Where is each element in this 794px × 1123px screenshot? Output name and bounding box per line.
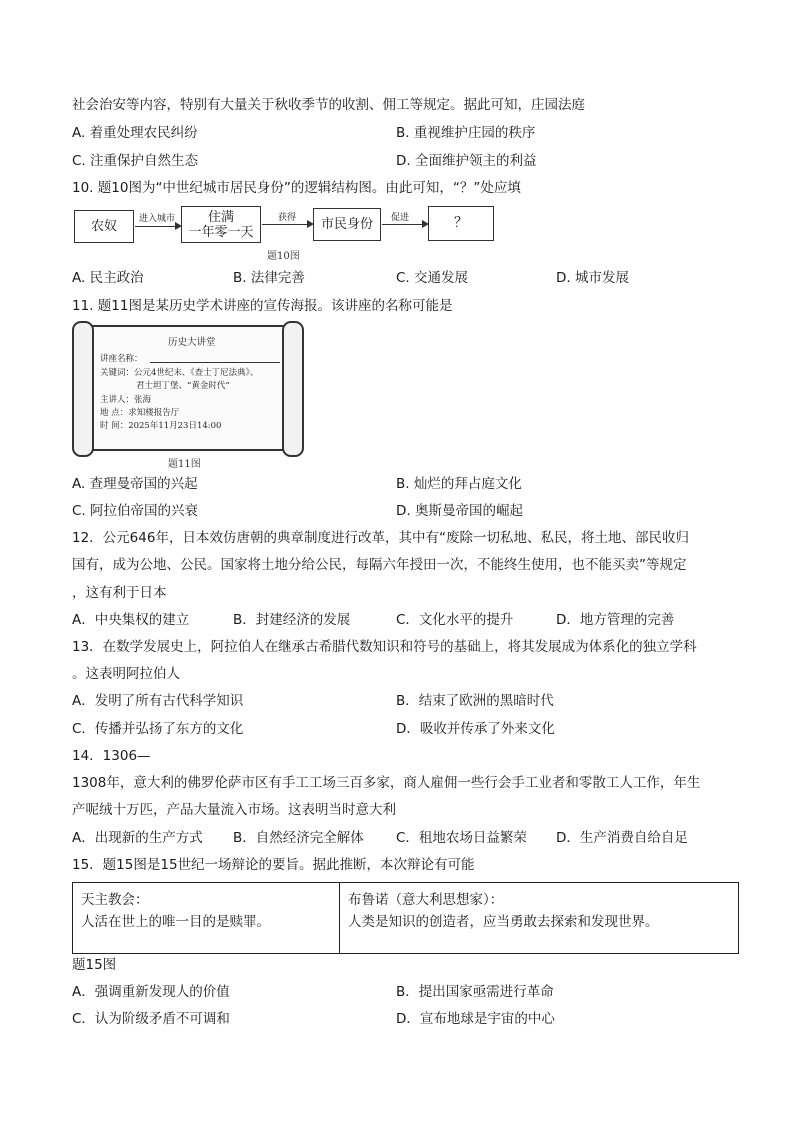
diagram-box-residence-line2: 一年零一天	[188, 224, 254, 240]
poster-name-label: 讲座名称：	[100, 354, 143, 364]
poster-speaker: 主讲人：张海	[100, 395, 152, 405]
q14-option-d: D．生产消费自给自足	[556, 830, 688, 846]
q15-option-b: B．提出国家亟需进行革命	[396, 984, 554, 1000]
q12-option-d: D．地方管理的完善	[556, 612, 675, 628]
q12-option-c: C．文化水平的提升	[396, 612, 514, 628]
debate-right-cell	[340, 883, 739, 954]
q14-stem-line-3: 产呢绒十万匹，产品大量流入市场。这表明当时意大利	[72, 802, 396, 818]
q12-stem-line-1: 12．公元646年，日本效仿唐朝的典章制度进行改革，其中有“废除一切私地、私民，将土地、部民收归	[72, 530, 689, 546]
diagram-box-residence	[181, 206, 261, 243]
q9-option-a: A. 着重处理农民纠纷	[72, 125, 198, 141]
q11-stem: 11. 题11图是某历史学术讲座的宣传海报。该讲座的名称可能是	[72, 298, 453, 314]
poster-title: 历史大讲堂	[168, 337, 216, 348]
q10-option-b: B. 法律完善	[233, 270, 305, 286]
q13-option-a: A．发明了所有古代科学知识	[72, 693, 244, 709]
diagram-arrow-label-3: 促进	[391, 213, 410, 223]
q9-option-c: C. 注重保护自然生态	[72, 153, 199, 169]
q12-option-b: B．封建经济的发展	[233, 612, 351, 628]
q15-option-d: D．宣布地球是宇宙的中心	[396, 1011, 555, 1027]
poster-location: 地 点：求知楼报告厅	[100, 408, 180, 418]
q11-option-c: C. 阿拉伯帝国的兴衰	[72, 503, 199, 519]
q12-option-a: A．中央集权的建立	[72, 612, 190, 628]
q10-stem: 10. 题10图为“中世纪城市居民身份”的逻辑结构图。由此可知，“？”处应填	[72, 180, 521, 196]
q9-option-d: D. 全面维护领主的利益	[396, 153, 537, 169]
diagram-box-citizen: 市民身份	[313, 208, 381, 241]
q9-option-b: B. 重视维护庄园的秩序	[396, 125, 536, 141]
q11-caption: 题11图	[168, 459, 201, 470]
q12-stem-line-3: ，这有利于日本	[72, 585, 167, 601]
diagram-arrow-label-2: 获得	[278, 213, 297, 223]
diagram-arrow-label-1: 进入城市	[139, 214, 176, 224]
poster-keywords-2: 君士坦丁堡、“黄金时代”	[136, 381, 230, 391]
q10-option-c: C. 交通发展	[396, 270, 469, 286]
q15-stem: 15．题15图是15世纪一场辩论的要旨。据此推断，本次辩论有可能	[72, 857, 475, 873]
q11-option-d: D. 奥斯曼帝国的崛起	[396, 503, 523, 519]
poster-keywords-1: 关键词：公元4世纪末、《查士丁尼法典》、	[100, 368, 259, 378]
q12-stem-line-2: 国有，成为公地、公民。国家将土地分给公民，每隔六年授田一次，不能终生使用，也不能买卖”等规定	[72, 557, 687, 573]
q13-option-d: D．吸收并传承了外来文化	[396, 721, 555, 737]
q14-stem-line-2: 1308年，意大利的佛罗伦萨市区有手工工场三百多家，商人雇佣一些行会手工业者和零散工人工作，年生	[72, 775, 701, 791]
q14-option-a: A．出现新的生产方式	[72, 830, 203, 846]
diagram-box-residence-line1: 住满	[207, 209, 234, 225]
q13-stem-line-2: 。这表明阿拉伯人	[72, 666, 180, 682]
poster-time: 时 间：2025年11月23日14:00	[100, 421, 222, 431]
diagram-box-unknown: ？	[428, 206, 494, 241]
q14-option-c: C．租地农场日益繁荣	[396, 830, 527, 846]
q15-option-c: C．认为阶级矛盾不可调和	[72, 1011, 230, 1027]
debate-right-body: 人类是知识的创造者，应当勇敢去探索和发现世界。	[348, 914, 659, 930]
diagram-arrow-1	[135, 226, 180, 227]
q15-option-a: A．强调重新发现人的价值	[72, 984, 230, 1000]
debate-right-head: 布鲁诺（意大利思想家）：	[348, 892, 504, 908]
q15-debate-table	[72, 882, 739, 954]
q14-option-b: B．自然经济完全解体	[233, 830, 364, 846]
diagram-box-serf: 农奴	[74, 210, 134, 243]
q11-option-b: B. 灿烂的拜占庭文化	[396, 476, 522, 492]
q10-option-a: A. 民主政治	[72, 270, 144, 286]
debate-left-head: 天主教会：	[81, 892, 149, 908]
poster-name-blank	[150, 362, 280, 363]
q14-stem-line-1: 14．1306—	[72, 748, 151, 764]
debate-left-cell	[73, 883, 340, 954]
q10-caption: 题10图	[267, 251, 300, 262]
diagram-arrow-3	[382, 224, 427, 225]
q11-option-a: A. 查理曼帝国的兴起	[72, 476, 198, 492]
q15-caption: 题15图	[72, 957, 117, 973]
q13-option-c: C．传播并弘扬了东方的文化	[72, 721, 244, 737]
q13-option-b: B．结束了欧洲的黑暗时代	[396, 693, 554, 709]
diagram-arrow-2	[262, 224, 312, 225]
debate-left-body: 人活在世上的唯一目的是赎罪。	[81, 914, 270, 930]
q13-stem-line-1: 13．在数学发展史上，阿拉伯人在继承古希腊代数知识和符号的基础上，将其发展成为体系化的独立学科	[72, 639, 697, 655]
q10-option-d: D. 城市发展	[556, 270, 629, 286]
q9-stem: 社会治安等内容，特别有大量关于秋收季节的收割、佣工等规定。据此可知，庄园法庭	[72, 97, 585, 113]
